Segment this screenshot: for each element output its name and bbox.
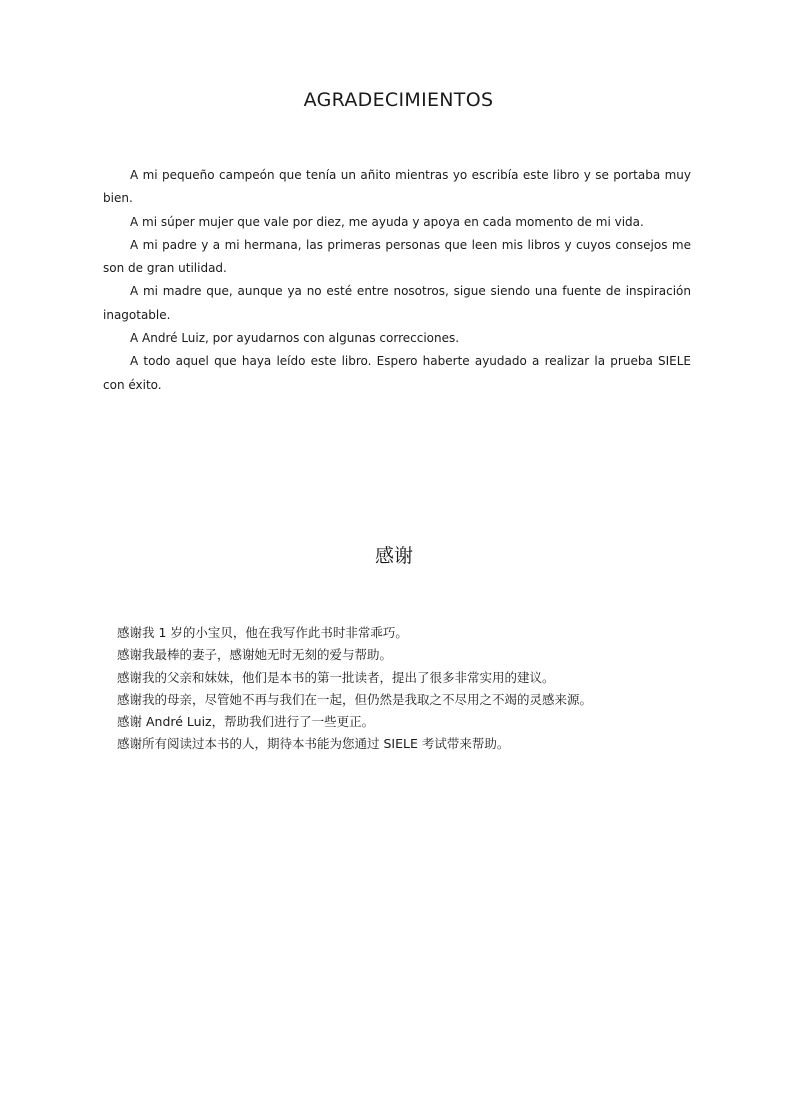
chinese-line: 感谢我最棒的妻子，感谢她无时无刻的爱与帮助。 bbox=[117, 647, 393, 663]
chinese-line: 感谢 André Luiz，帮助我们进行了一些更正。 bbox=[117, 714, 375, 730]
chinese-line: 感谢我 1 岁的小宝贝，他在我写作此书时非常乖巧。 bbox=[117, 625, 408, 640]
chinese-line: 感谢我的母亲，尽管她不再与我们在一起，但仍然是我取之不尽用之不竭的灵感来源。 bbox=[117, 691, 593, 707]
spanish-paragraph: A mi madre que, aunque ya no esté entre nosotros, sigue siendo una fuente de inspiración inagotable. bbox=[103, 284, 691, 322]
chinese-line: 感谢所有阅读过本书的人，期待本书能为您通过 SIELE 考试带来帮助。 bbox=[117, 736, 510, 752]
chinese-title: 感谢 bbox=[375, 545, 414, 567]
spanish-acknowledgements bbox=[103, 86, 691, 397]
spanish-paragraph: A mi súper mujer que vale por diez, me ayuda y apoya en cada momento de mi vida. bbox=[130, 214, 644, 229]
spanish-paragraph: A todo aquel que haya leído este libro. Espero haberte ayudado a realizar la prueba SIELE con éxito. bbox=[103, 354, 691, 392]
chinese-lines bbox=[117, 622, 717, 756]
spanish-paragraph: A mi padre y a mi hermana, las primeras personas que leen mis libros y cuyos consejos me son de gran utilidad. bbox=[103, 237, 691, 276]
chinese-line: 感谢我的父亲和妹妹，他们是本书的第一批读者，提出了很多非常实用的建议。 bbox=[117, 669, 555, 685]
spanish-paragraph: A mi pequeño campeón que tenía un añito mientras yo escribía este libro y se portaba muy bien. bbox=[103, 168, 691, 206]
spanish-title: AGRADECIMIENTOS bbox=[303, 89, 494, 111]
spanish-paragraph: A André Luiz, por ayudarnos con algunas correcciones. bbox=[130, 331, 460, 346]
